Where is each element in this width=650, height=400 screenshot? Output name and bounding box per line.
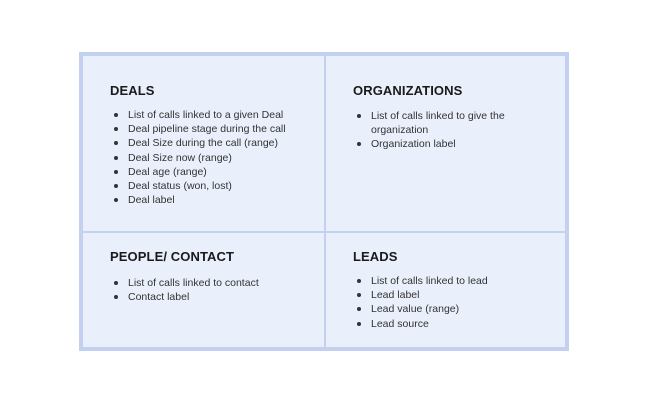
leads-item: Lead label	[353, 288, 555, 302]
quadrant-grid	[79, 52, 569, 351]
deals-item: Deal Size during the call (range)	[110, 136, 314, 150]
people-contact-list	[110, 276, 314, 304]
people-contact-item: List of calls linked to contact	[110, 276, 314, 290]
organizations-list	[353, 109, 555, 152]
organizations-title: ORGANIZATIONS	[353, 83, 463, 98]
organizations-item: List of calls linked to give the organization	[353, 109, 555, 137]
people-contact-item: Contact label	[110, 290, 314, 304]
deals-quadrant	[83, 56, 324, 231]
deals-item: Deal pipeline stage during the call	[110, 122, 314, 136]
leads-title: LEADS	[353, 249, 398, 264]
organizations-item: Organization label	[353, 137, 555, 151]
leads-item: Lead value (range)	[353, 302, 555, 316]
deals-list	[110, 108, 314, 207]
organizations-quadrant	[326, 56, 565, 231]
deals-item: Deal status (won, lost)	[110, 179, 314, 193]
leads-list	[353, 274, 555, 331]
deals-item: List of calls linked to a given Deal	[110, 108, 314, 122]
leads-quadrant	[326, 233, 565, 347]
people-contact-quadrant	[83, 233, 324, 347]
leads-item: List of calls linked to lead	[353, 274, 555, 288]
deals-item: Deal age (range)	[110, 165, 314, 179]
people-contact-title: PEOPLE/ CONTACT	[110, 249, 235, 264]
deals-item: Deal label	[110, 193, 314, 207]
leads-item: Lead source	[353, 317, 555, 331]
deals-title: DEALS	[110, 83, 155, 98]
deals-item: Deal Size now (range)	[110, 151, 314, 165]
